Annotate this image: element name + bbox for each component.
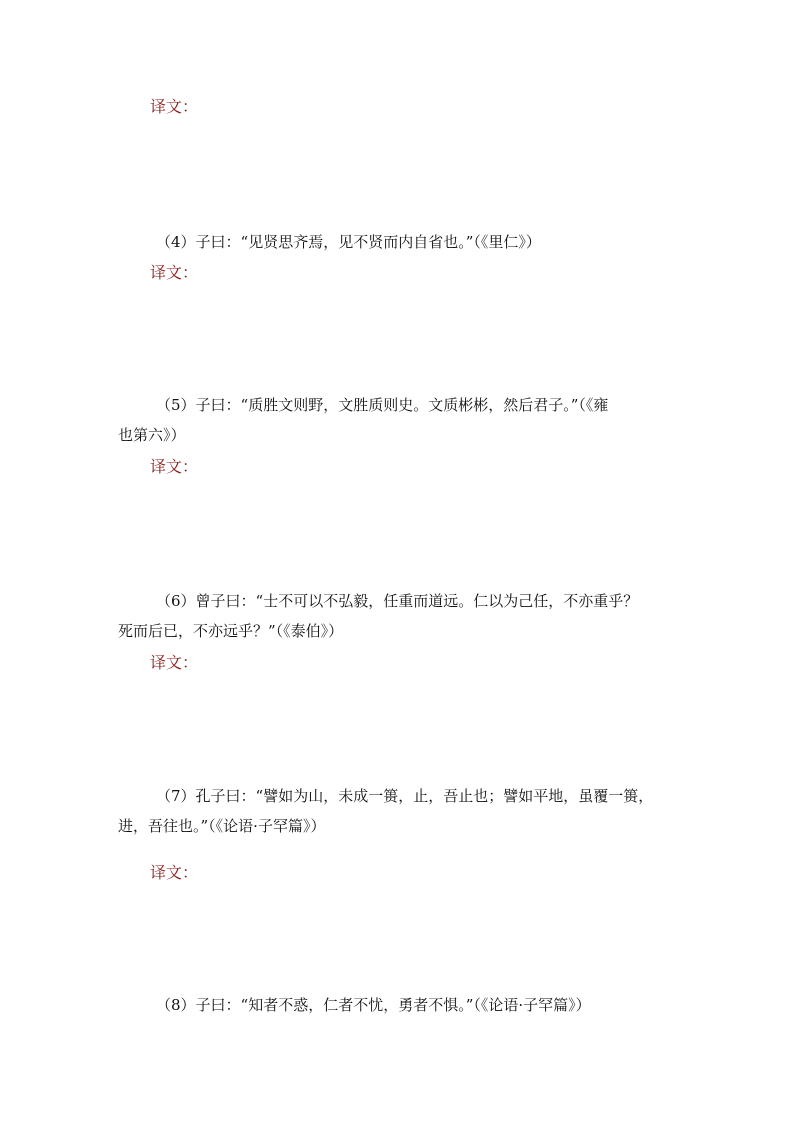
- question-5: [118, 390, 678, 450]
- question-line: 进，吾往也。”（《论语·子罕篇》）: [118, 817, 326, 835]
- question-line: （6）曾子曰：“士不可以不弘毅，任重而道远。仁以为己任，不亦重乎？: [156, 592, 639, 610]
- question-6: [118, 586, 678, 646]
- translation-label: 译文：: [150, 863, 199, 882]
- translation-label: 译文：: [150, 653, 199, 672]
- question-8: [118, 990, 678, 1020]
- question-line: 也第六》）: [118, 426, 186, 444]
- translation-label: 译文：: [150, 263, 199, 282]
- translation-label: 译文：: [150, 457, 199, 476]
- translation-label: 译文：: [150, 97, 199, 116]
- question-line: （5）子曰：“质胜文则野，文胜质则史。文质彬彬，然后君子。”（《雍: [156, 396, 609, 414]
- question-line: （8）子曰：“知者不惑，仁者不忧，勇者不惧。”（《论语·子罕篇》）: [156, 996, 591, 1014]
- question-7: [118, 781, 678, 841]
- question-line: 死而后已，不亦远乎？”（《泰伯》）: [118, 622, 344, 640]
- question-line: （4）子曰：“见贤思齐焉，见不贤而内自省也。”（《里仁》）: [156, 233, 541, 251]
- question-line: （7）孔子曰：“譬如为山，未成一篑，止，吾止也；譬如平地，虽覆一篑，: [156, 787, 654, 805]
- question-4: [118, 227, 678, 257]
